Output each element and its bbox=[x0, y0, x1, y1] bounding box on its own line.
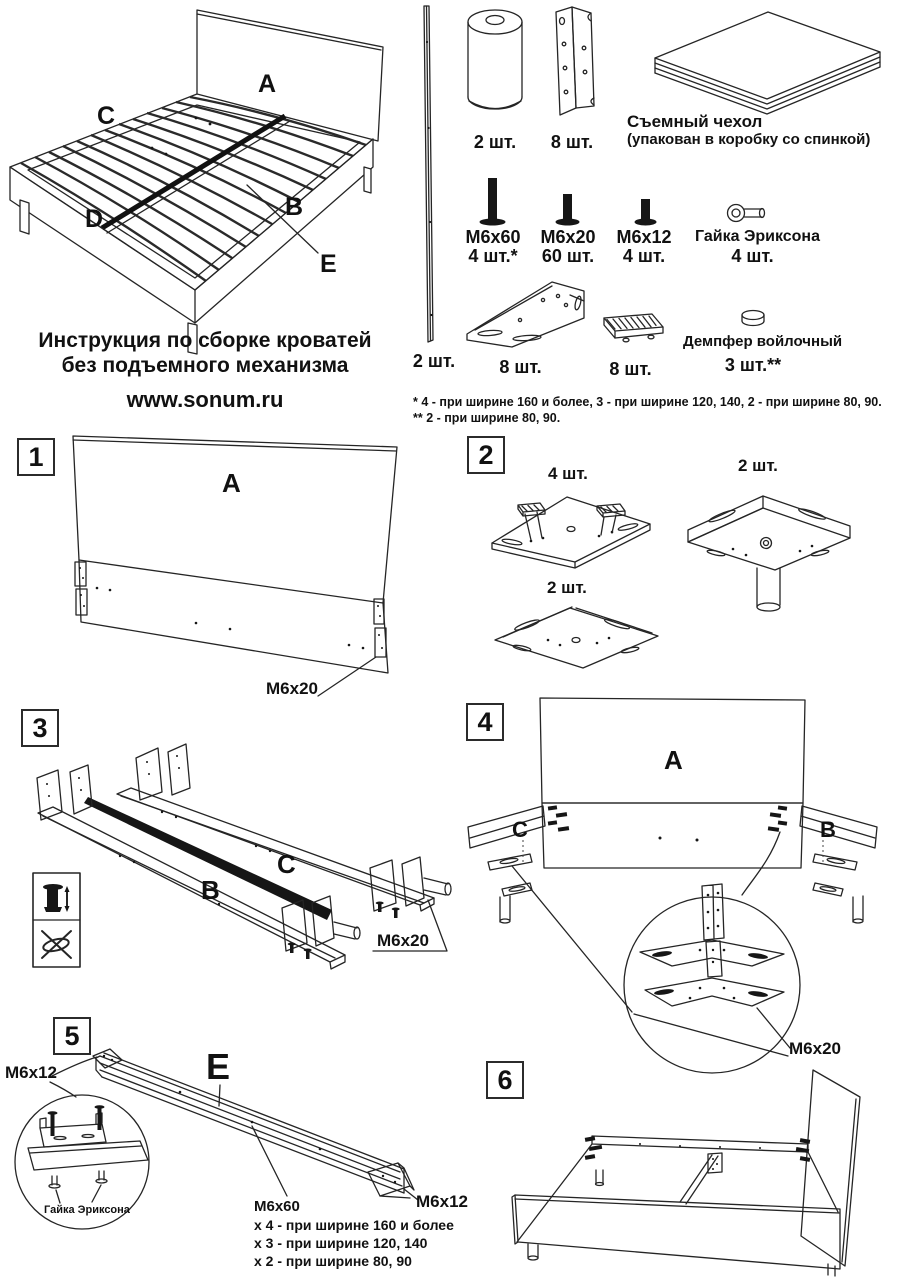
step5-nut-label: Гайка Эриксона bbox=[44, 1204, 130, 1216]
m6x60-qty: 4 шт.* bbox=[468, 246, 518, 266]
step1-fastener-label: M6x20 bbox=[266, 679, 318, 698]
step5-part-label: E bbox=[206, 1046, 231, 1087]
step5-bolt-note2: x 3 - при ширине 120, 140 bbox=[254, 1235, 428, 1251]
step5-fastener-left-label: M6x12 bbox=[5, 1063, 57, 1082]
m6x20-qty: 60 шт. bbox=[541, 246, 595, 266]
doc-title-line2: без подъемного механизма bbox=[61, 354, 349, 377]
step3-part-b-label: B bbox=[201, 875, 220, 905]
felt-damper-qty: 3 шт.** bbox=[724, 355, 782, 375]
footnote-2: ** 2 - при ширине 80, 90. bbox=[413, 411, 561, 425]
step5-fastener-right-label: M6x12 bbox=[416, 1192, 468, 1211]
doc-title-line1: Инструкция по сборке кроватей bbox=[38, 329, 372, 352]
cover-note: (упакован в коробку со спинкой) bbox=[627, 131, 871, 148]
step4-fastener-label: M6x20 bbox=[789, 1039, 841, 1058]
erickson-nut-icon bbox=[728, 205, 765, 222]
m6x20-name: M6x20 bbox=[540, 227, 596, 247]
step4-part-b-label: B bbox=[820, 817, 836, 842]
step2-drawing bbox=[492, 496, 850, 668]
step2-number: 2 bbox=[467, 436, 505, 474]
corner-plate-part-drawing bbox=[467, 282, 584, 347]
bolt-m6x60-icon bbox=[480, 178, 506, 226]
overview-label-b: B bbox=[285, 193, 304, 221]
leg-height-adjust-icon bbox=[33, 873, 80, 967]
website-link: www.sonum.ru bbox=[126, 387, 284, 412]
erickson-nut-qty: 4 шт. bbox=[731, 246, 774, 266]
m6x12-qty: 4 шт. bbox=[622, 246, 666, 266]
step1-number: 1 bbox=[17, 438, 55, 476]
step2-qty-bottom: 2 шт. bbox=[547, 578, 587, 597]
cover-part-drawing bbox=[655, 12, 880, 114]
felt-damper-icon bbox=[742, 311, 764, 326]
felt-damper-name: Демпфер войлочный bbox=[683, 333, 843, 350]
leg-part-drawing bbox=[468, 10, 522, 109]
step1-part-label: A bbox=[222, 468, 241, 498]
step5-number: 5 bbox=[53, 1017, 91, 1055]
step6-drawing bbox=[512, 1070, 860, 1276]
step5-bolt-note1: x 4 - при ширине 160 и более bbox=[254, 1217, 454, 1233]
bolt-m6x20-icon bbox=[556, 194, 580, 226]
leg-qty: 2 шт. bbox=[473, 132, 517, 152]
step4-part-a-label: A bbox=[664, 745, 683, 775]
m6x12-name: M6x12 bbox=[616, 227, 672, 247]
step4-part-c-label: C bbox=[512, 817, 528, 842]
bed-overview-drawing bbox=[10, 10, 383, 354]
corner-bracket-qty: 8 шт. bbox=[550, 132, 594, 152]
center-rail-qty: 2 шт. bbox=[412, 351, 456, 371]
step3-fastener-label: M6x20 bbox=[377, 931, 429, 950]
m6x60-name: M6x60 bbox=[465, 227, 521, 247]
slat-holder-qty: 8 шт. bbox=[609, 359, 652, 379]
overview-label-a: A bbox=[258, 70, 277, 98]
step5-bolt-label: M6x60 bbox=[254, 1198, 300, 1215]
step4-number: 4 bbox=[466, 703, 504, 741]
step3-part-c-label: C bbox=[277, 849, 296, 879]
corner-plate-qty: 8 шт. bbox=[499, 357, 542, 377]
cover-name: Съемный чехол bbox=[627, 112, 763, 131]
erickson-nut-name: Гайка Эриксона bbox=[695, 228, 820, 245]
center-rail-drawing bbox=[424, 6, 433, 342]
step6-number: 6 bbox=[486, 1061, 524, 1099]
overview-label-d: D bbox=[85, 205, 104, 233]
overview-label-e: E bbox=[320, 250, 337, 278]
footnote-1: * 4 - при ширине 160 и более, 3 - при ширине 120, 140, 2 - при ширине 80, 90. bbox=[413, 395, 882, 409]
step5-bolt-note3: x 2 - при ширине 80, 90 bbox=[254, 1253, 412, 1269]
step3-number: 3 bbox=[21, 709, 59, 747]
slat-holder-part-drawing bbox=[604, 314, 663, 342]
step2-qty-right: 2 шт. bbox=[738, 456, 778, 475]
bolt-m6x12-icon bbox=[635, 199, 657, 226]
corner-bracket-part-drawing bbox=[556, 7, 594, 115]
overview-label-c: C bbox=[97, 102, 116, 130]
step2-qty-top: 4 шт. bbox=[548, 464, 588, 483]
